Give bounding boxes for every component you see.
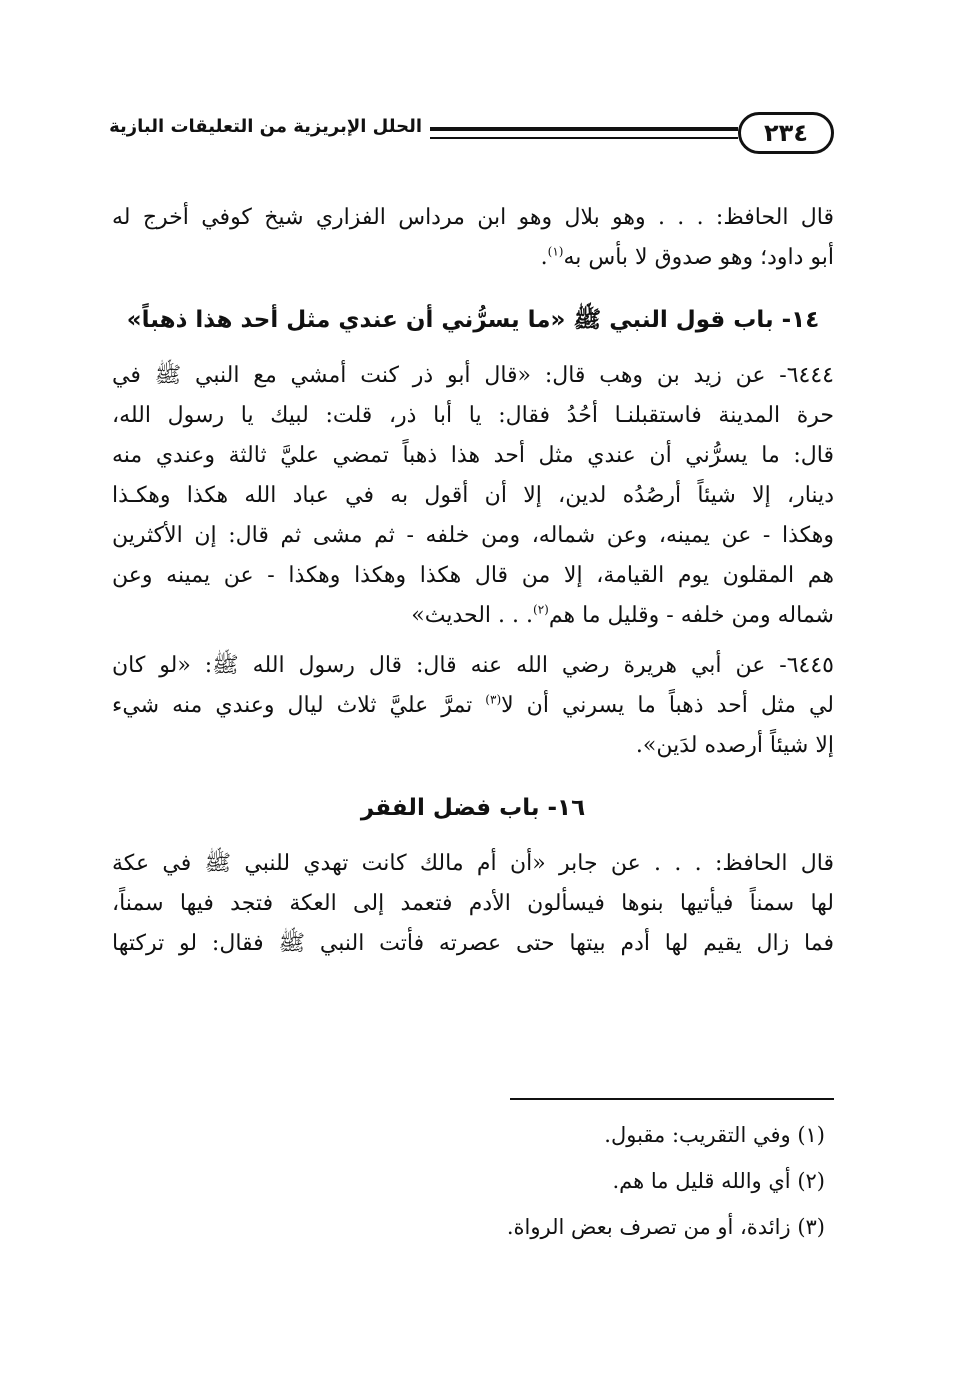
header-rule <box>430 127 738 139</box>
text-line: ٦٤٤٥- عن أبي هريرة رضي الله عنه قال: قال رسول الله ﷺ: «لو كان <box>112 653 834 678</box>
text-line: فما زال يقيم لها أدم بيتها حتى عصرته فأتت النبي ﷺ فقال: لو تركتها <box>112 931 834 956</box>
text-line <box>112 686 834 726</box>
text-segment: تمرَّ عليَّ ثلاث ليال وعندي منه شيء <box>112 693 486 718</box>
footnotes <box>125 1112 825 1250</box>
footnote-1: (١) وفي التقريب: مقبول. <box>604 1123 825 1147</box>
main-text <box>112 198 834 964</box>
text-segment: لي مثل أحد ذهباً ما يسرني أن لا <box>501 693 834 718</box>
footnote-ref-2[interactable]: (٢) <box>533 602 549 617</box>
text-line: هم المقلون يوم القيامة، إلا من قال هكذا وهكذا وهكذا - عن يمينه وعن <box>112 563 834 588</box>
chapter-heading-14: ١٤- باب قول النبي ﷺ «ما يسرُّني أن عندي مثل أحد هذا ذهباً» <box>126 307 820 333</box>
footnote-ref-1[interactable]: (١) <box>547 244 564 259</box>
text-line: إلا شيئاً أرصده لدَين». <box>635 733 834 758</box>
text-line: قال الحافظ: . . . عن جابر «أن أم مالك كانت تهدي للنبي ﷺ في عكة <box>112 851 834 876</box>
footnote-separator <box>510 1098 834 1100</box>
hadith-6444 <box>112 356 834 636</box>
text-segment: . <box>540 245 548 270</box>
text-line: وهكذا - عن يمينه، وعن شماله، ومن خلفه - ثم مشى ثم قال: إن الأكثرين <box>112 523 834 548</box>
text-line <box>112 596 834 636</box>
text-line: حرة المدينة فاستقبلنـا أحُدُ فقال: يا أبا ذر، قلت: لبيك يا رسول الله، <box>112 403 834 428</box>
text-line: ٦٤٤٤- عن زيد بن وهب قال: «قال أبو ذر كنت أمشي مع النبي ﷺ في <box>112 363 834 388</box>
page-header <box>109 112 834 156</box>
page-number-badge: ٢٣٤ <box>738 112 834 154</box>
text-line: قال الحافظ: . . . وهو بلال وهو ابن مرداس الفزاري شيخ كوفي أخرج له <box>112 205 834 230</box>
chapter-heading-16: ١٦- باب فضل الفقر <box>360 795 586 821</box>
paragraph-1 <box>112 198 834 278</box>
text-line <box>112 238 834 278</box>
text-line: لها سمناً فيأتيها بنوها فيسألون الأدم فتعمد إلى العكة فتجد فيها سمناً، <box>112 891 834 916</box>
hadith-6445 <box>112 646 834 766</box>
text-segment: شماله ومن خلفه - وقليل ما هم <box>548 603 834 628</box>
text-segment: أبو داود؛ وهو صدوق لا بأس به <box>563 245 834 270</box>
running-title: الحلل الإبريزية من التعليقات البازية <box>109 116 422 137</box>
footnote-2: (٢) أي والله قليل ما هم. <box>612 1169 825 1193</box>
text-segment: . . . الحديث» <box>411 603 533 628</box>
text-line: دينار، إلا شيئاً أرصُدُه لدين، إلا أن أقول به في عباد الله هكذا وهكـذا <box>112 483 834 508</box>
text-line: قال: ما يسرُّني أن عندي مثل أحد هذا ذهباً تمضي عليَّ ثالثة وعندي منه <box>112 443 834 468</box>
footnote-3: (٣) زائدة، أو من تصرف بعض الرواة. <box>506 1215 825 1239</box>
footnote-ref-3[interactable]: (٣) <box>485 692 502 707</box>
paragraph-4 <box>112 844 834 964</box>
